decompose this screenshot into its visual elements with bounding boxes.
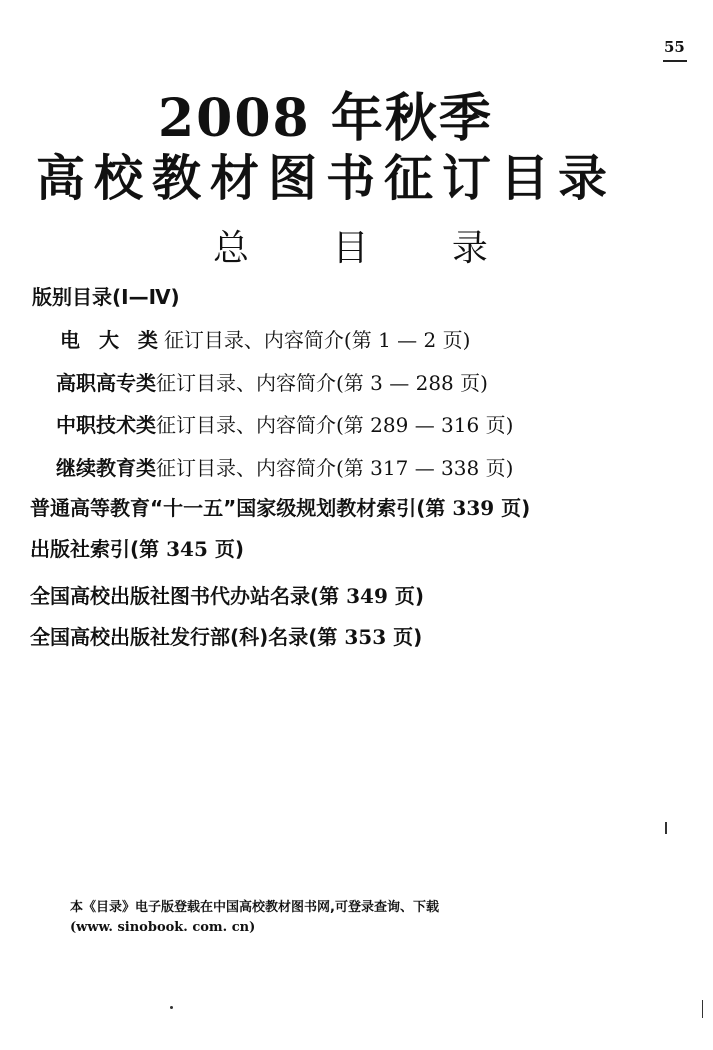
- category-name: 电 大 类: [60, 328, 164, 352]
- index-end: 页): [494, 496, 531, 520]
- index-page: 345: [166, 537, 208, 561]
- category-name: 继续教育类: [56, 456, 156, 480]
- page-number-underline: [663, 60, 687, 62]
- scan-mark: [702, 1000, 703, 1018]
- index-end: 页): [386, 625, 423, 649]
- index-text: 出版社索引(第: [30, 537, 167, 561]
- index-page: 339: [452, 496, 495, 520]
- scan-dot: [170, 1006, 173, 1009]
- toc-heading: 版别目录(Ⅰ—Ⅳ): [32, 285, 180, 309]
- year-title: 2008 年秋季: [158, 88, 493, 149]
- category-desc: 征订目录、内容简介(第 1 — 2 页): [163, 328, 471, 352]
- category-row-jixu: [56, 452, 513, 481]
- index-text: 普通高等教育“十一五”国家级规划教材索引(第: [30, 496, 453, 520]
- index-line-publisher: [30, 533, 244, 562]
- index-page: 349: [346, 584, 388, 608]
- index-line-national-plan: [30, 492, 530, 521]
- category-name: 高职高专类: [56, 371, 156, 395]
- category-desc: 征订目录、内容简介(第 317 — 338 页): [156, 456, 514, 480]
- footer-note: 本《目录》电子版登载在中国高校教材图书网,可登录查询、下载: [70, 900, 439, 915]
- index-line-agents: [30, 580, 424, 609]
- index-text: 全国高校出版社图书代办站名录(第: [30, 584, 347, 608]
- index-text: 全国高校出版社发行部(科)名录(第: [30, 625, 345, 649]
- index-page: 353: [344, 625, 387, 649]
- footer-url: (www. sinobook. com. cn): [70, 920, 256, 935]
- category-row-zhongzhi: [56, 409, 513, 438]
- category-row-gaozhi: [56, 367, 488, 396]
- category-desc: 征订目录、内容简介(第 3 — 288 页): [156, 371, 488, 395]
- category-desc: 征订目录、内容简介(第 289 — 316 页): [156, 413, 514, 437]
- index-line-distribution: [30, 621, 422, 650]
- scan-mark: [665, 822, 667, 834]
- category-name: 中职技术类: [56, 413, 156, 437]
- page-number: 55: [664, 38, 685, 56]
- index-end: 页): [387, 584, 424, 608]
- sub-title: 总 目 录: [213, 228, 524, 269]
- main-title: 高校教材图书征订目录: [36, 149, 617, 207]
- index-end: 页): [207, 537, 244, 561]
- category-row-dianda: [60, 324, 470, 353]
